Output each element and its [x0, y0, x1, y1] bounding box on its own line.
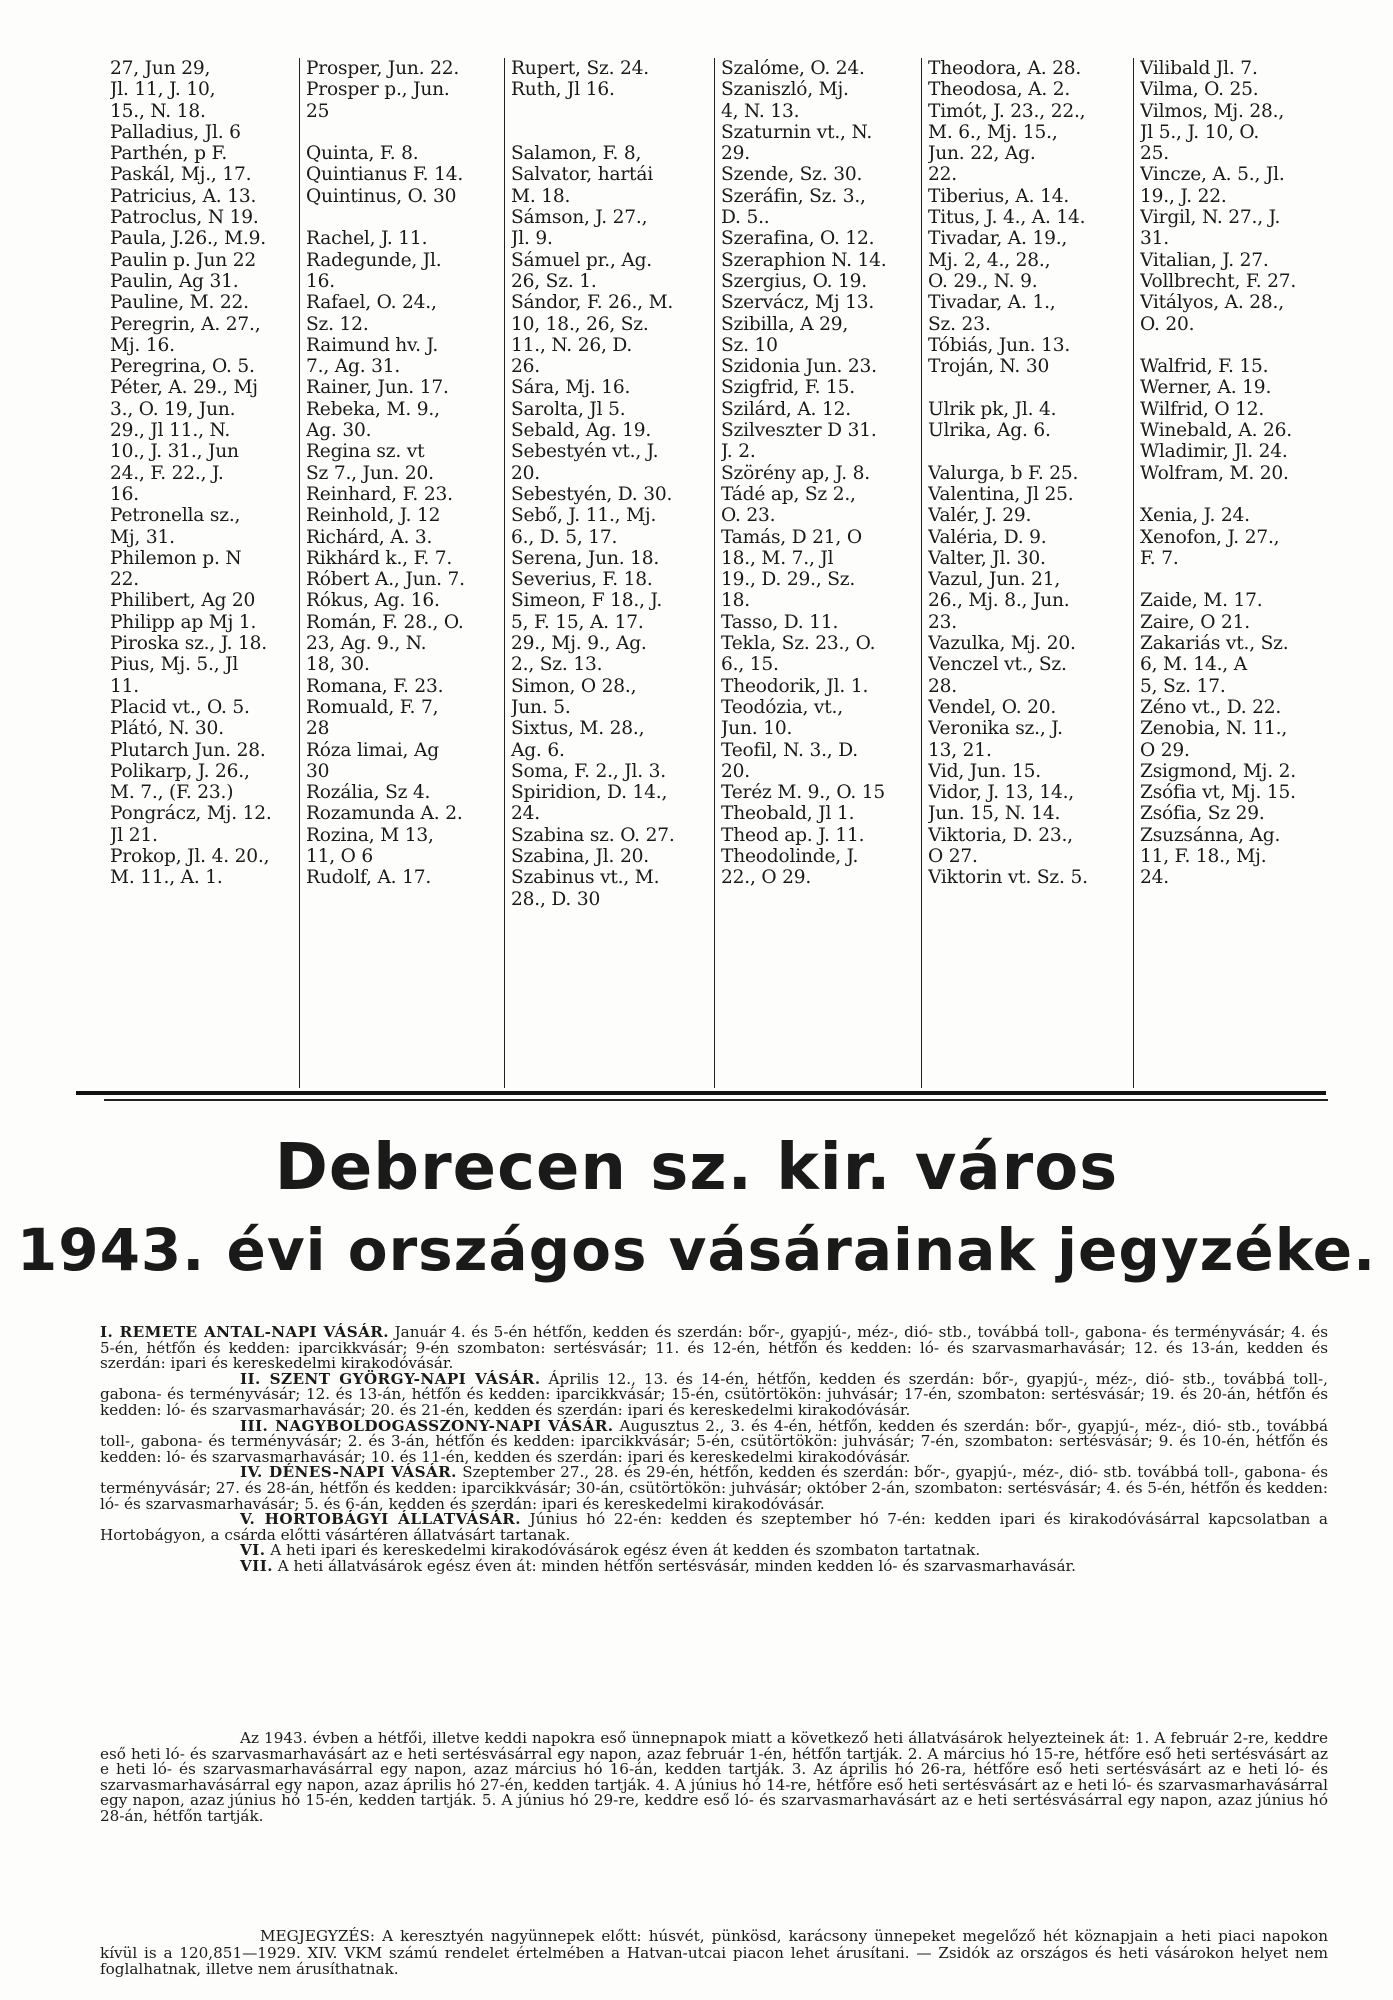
calendar-entry-line: Róbert A., Jun. 7.: [306, 569, 465, 591]
calendar-entry-line: Ag. 6.: [511, 739, 565, 761]
calendar-entry-line: Zaire, O 21.: [1140, 611, 1250, 633]
calendar-entry-line: 19., D. 29., Sz.: [721, 569, 856, 591]
calendar-entry-line: Rainer, Jun. 17.: [306, 377, 449, 399]
fair-text: Április 12., 13. és 14-én, hétfőn, kedden és szerdán: bőr-, gyapjú-, méz-, dió- stb., továbbá toll-, gabona- és terményvásár; 12. és 13-án, hétfőn és kedden: iparcikkvásár; 15-én, csütörtökön: juhvásár; 17-én, szombaton: sertésvásár; 19. és 20-án, hétfőn és kedden: ló- és szarvasmarhavásár; 20. és 21-én, kedden és szerdán: ipari és kereskedelmi kirakodóvásár.: [100, 1369, 1328, 1419]
calendar-entry-line: Timót, J. 23., 22.,: [928, 100, 1086, 122]
calendar-entry-line: Valter, Jl. 30.: [928, 547, 1046, 569]
calendar-entry-line: Paula, J.26., M.9.: [110, 228, 266, 250]
fair-text: Szeptember 27., 28. és 29-én, hétfőn, kedden és szerdán: bőr-, gyapjú-, méz-, dió- stb. továbbá toll-, gabona- és terményvásár; 27. és 28-án, hétfőn és kedden: iparcikkvásár; 30-án, csütörtökön: juhvásár; október 2-án, szombaton: sertésvásár; 4. és 5-én, hétfőn és kedden: ló- és szarvasmarhavásár; 5. és 6-án, kedden és szerdán: ipari és kereskedelmi kirakodóvásár.: [100, 1463, 1329, 1513]
calendar-entry-line: Parthén, p F.: [110, 143, 228, 165]
calendar-entry-line: Theodorik, Jl. 1.: [721, 675, 869, 697]
fair-entry: [100, 1556, 1328, 1575]
calendar-entry-line: O. 23.: [721, 505, 776, 527]
calendar-entry-line: Xenofon, J. 27.,: [1140, 526, 1280, 548]
calendar-entry-line: Tekla, Sz. 23., O.: [721, 633, 876, 655]
calendar-entry-line: Jl. 11, J. 10,: [110, 79, 216, 101]
calendar-entry-line: F. 7.: [1140, 547, 1179, 569]
calendar-entry-line: Szeráfin, Sz. 3.,: [721, 185, 866, 207]
calendar-entry-line: Zsófia vt, Mj. 15.: [1140, 782, 1296, 804]
calendar-entry-line: 5, F. 15, A. 17.: [511, 611, 644, 633]
calendar-entry-line: 28: [306, 718, 330, 740]
fair-text: Január 4. és 5-én hétfőn, kedden és szerdán: bőr-, gyapjú-, méz-, dió- stb., továbbá toll-, gabona- és terményvásár; 4. és 5-én, hétfőn és kedden: iparcikkvásár; 9-én szombaton: sertésvásár; 11. és 12-én, hétfőn és kedden: ló- és szarvasmarhavásár; 12. és 13-án, kedden és szerdán: ipari és kereskedelmi kirakodóvásár.: [100, 1323, 1328, 1373]
calendar-entry-line: 11, O 6: [306, 845, 374, 867]
calendar-entry-line: Troján, N. 30: [928, 356, 1050, 378]
calendar-entry-line: Zéno vt., D. 22.: [1140, 696, 1282, 718]
calendar-entry-line: 16.: [110, 483, 139, 505]
calendar-entry-line: Tivadar, A. 19.,: [928, 228, 1068, 250]
calendar-entry-line: Rozamunda A. 2.: [306, 803, 463, 825]
calendar-entry-line: Ag. 30.: [306, 420, 372, 442]
calendar-entry-line: Tasso, D. 11.: [721, 611, 839, 633]
calendar-entry-line: 23.: [928, 611, 957, 633]
calendar-entry-line: 18.: [721, 590, 750, 612]
calendar-entry-line: Zsigmond, Mj. 2.: [1140, 760, 1296, 782]
calendar-entry-line: Rozália, Sz 4.: [306, 782, 431, 804]
calendar-entry-line: Viktoria, D. 23.,: [928, 824, 1073, 846]
calendar-entry-line: 24.: [511, 803, 540, 825]
calendar-entry-line: Titus, J. 4., A. 14.: [928, 207, 1086, 229]
calendar-entry-line: Sz 7., Jun. 20.: [306, 462, 434, 484]
calendar-entry-line: Wladimir, Jl. 24.: [1140, 441, 1288, 463]
calendar-entry-line: Tádé ap, Sz 2.,: [721, 483, 856, 505]
remark: [100, 1928, 1328, 1978]
calendar-entry-line: Prokop, Jl. 4. 20.,: [110, 845, 270, 867]
calendar-entry-line: Valentina, Jl 25.: [928, 483, 1074, 505]
calendar-entry-line: Reinhold, J. 12: [306, 505, 441, 527]
calendar-entry-line: Severius, F. 18.: [511, 569, 653, 591]
calendar-entry-line: [1140, 335, 1326, 356]
calendar-entry-line: 24., F. 22., J.: [110, 462, 224, 484]
calendar-column-4: [714, 58, 921, 1088]
calendar-entry-line: Prosper, Jun. 22.: [306, 58, 460, 79]
calendar-entry-line: Plátó, N. 30.: [110, 718, 224, 740]
calendar-entry-line: Ulrik pk, Jl. 4.: [928, 398, 1057, 420]
calendar-entry-line: Mj. 16.: [110, 334, 175, 356]
calendar-entry-line: Szabina sz. O. 27.: [511, 824, 675, 846]
calendar-entry-line: Szaniszló, Mj.: [721, 79, 849, 101]
calendar-entry-line: [928, 377, 1125, 398]
calendar-entry-line: Szende, Sz. 30.: [721, 164, 863, 186]
calendar-entry-line: Richárd, A. 3.: [306, 526, 433, 548]
calendar-entry-line: Vincze, A. 5., Jl.: [1140, 164, 1285, 186]
fair-entry: [100, 1512, 1328, 1543]
calendar-entry-line: Placid vt., O. 5.: [110, 696, 250, 718]
calendar-entry-line: Soma, F. 2., Jl. 3.: [511, 760, 667, 782]
calendar-entry-line: Philipp ap Mj 1.: [110, 611, 257, 633]
calendar-entry-line: Prosper p., Jun.: [306, 79, 450, 101]
calendar-entry-line: Sebő, J. 11., Mj.: [511, 505, 657, 527]
calendar-entry-line: Rudolf, A. 17.: [306, 867, 432, 889]
calendar-entry-line: Pauline, M. 22.: [110, 292, 249, 314]
calendar-entry-line: Jl 5., J. 10, O.: [1140, 121, 1260, 143]
remark-text: MEGJEGYZÉS: A keresztyén nagyünnepek előtt: húsvét, pünkösd, karácsony ünnepeket megelőző hét köznapjain a heti piaci napokon kívül is a 120,851—1929. XIV. VKM számú rendelet értelmében a Hatvan-utcai piacon lehet árusítani. — Zsidók az országos és heti vásárokon helyet nem foglalhatnak, illetve nem árusíthatnak.: [100, 1927, 1328, 1978]
calendar-entry-line: J. 2.: [721, 441, 756, 463]
calendar-entry-line: Szilveszter D 31.: [721, 420, 877, 442]
calendar-entry-line: Rókus, Ag. 16.: [306, 590, 440, 612]
calendar-entry-line: Vitályos, A. 28.,: [1140, 292, 1284, 314]
calendar-entry-line: Serena, Jun. 18.: [511, 547, 660, 569]
calendar-entry-line: Viktorin vt. Sz. 5.: [928, 867, 1088, 889]
calendar-entry-line: Rebeka, M. 9.,: [306, 398, 440, 420]
calendar-entry-line: 27, Jun 29,: [110, 58, 211, 79]
calendar-entry-line: Ruth, Jl 16.: [511, 79, 615, 101]
calendar-entry-line: O 29.: [1140, 739, 1190, 761]
calendar-entry-line: Jun. 22, Ag.: [928, 143, 1036, 165]
calendar-entry-line: Sebestyén, D. 30.: [511, 483, 673, 505]
calendar-entry-line: Vazul, Jun. 21,: [928, 569, 1061, 591]
calendar-entry-line: Sz. 12.: [306, 313, 369, 335]
calendar-entry-line: 15., N. 18.: [110, 100, 206, 122]
calendar-entry-line: M. 18.: [511, 185, 571, 207]
calendar-entry-line: O 27.: [928, 845, 978, 867]
calendar-entry-line: Sarolta, Jl 5.: [511, 398, 626, 420]
calendar-entry-line: Pius, Mj. 5., Jl: [110, 654, 239, 676]
calendar-entry-line: Jun. 5.: [511, 696, 571, 718]
calendar-entry-line: 6., D. 5, 17.: [511, 526, 618, 548]
calendar-entry-line: M. 6., Mj. 15.,: [928, 121, 1058, 143]
calendar-entry-line: Rafael, O. 24.,: [306, 292, 437, 314]
calendar-entry-line: Vidor, J. 13, 14.,: [928, 782, 1075, 804]
calendar-column-2: [299, 58, 504, 1088]
calendar-entry-line: Xenia, J. 24.: [1140, 505, 1250, 527]
calendar-entry-line: Patricius, A. 13.: [110, 185, 257, 207]
calendar-entry-line: 6., 15.: [721, 654, 779, 676]
calendar-entry-line: Jun. 15, N. 14.: [928, 803, 1061, 825]
calendar-entry-line: Valurga, b F. 25.: [928, 462, 1079, 484]
calendar-entry-line: Winebald, A. 26.: [1140, 420, 1292, 442]
calendar-entry-line: 25.: [1140, 143, 1169, 165]
calendar-entry-line: O. 20.: [1140, 313, 1195, 335]
calendar-entry-line: Mj. 2, 4., 28.,: [928, 249, 1051, 271]
calendar-entry-line: Teofil, N. 3., D.: [721, 739, 858, 761]
calendar-entry-line: Mj, 31.: [110, 526, 175, 548]
calendar-column-3: [504, 58, 714, 1088]
calendar-entry-line: Rachel, J. 11.: [306, 228, 428, 250]
calendar-entry-line: 18., M. 7., Jl: [721, 547, 834, 569]
title-line-1: Debrecen sz. kir. város: [274, 1131, 1119, 1205]
calendar-entry-line: Szidonia Jun. 23.: [721, 356, 877, 378]
calendar-entry-line: Zenobia, N. 11.,: [1140, 718, 1288, 740]
calendar-entry-line: 20.: [511, 462, 540, 484]
calendar-entry-line: Salvator, hartái: [511, 164, 653, 186]
calendar-entry-line: Rupert, Sz. 24.: [511, 58, 649, 79]
calendar-entry-line: D. 5..: [721, 207, 770, 229]
calendar-entry-line: Teréz M. 9., O. 15: [721, 782, 886, 804]
calendar-entry-line: Valéria, D. 9.: [928, 526, 1047, 548]
calendar-entry-line: Polikarp, J. 26.,: [110, 760, 250, 782]
calendar-entry-line: Szibilla, A 29,: [721, 313, 849, 335]
fair-heading: III. NAGYBOLDOGASSZONY-NAPI VÁSÁR.: [240, 1416, 614, 1435]
thin-divider: [104, 1099, 1328, 1101]
calendar-column-6: [1133, 58, 1334, 1088]
calendar-entry-line: Ulrika, Ag. 6.: [928, 420, 1051, 442]
calendar-entry-line: 28.: [928, 675, 957, 697]
calendar-entry-line: Walfrid, F. 15.: [1140, 356, 1269, 378]
calendar-entry-line: Szalóme, O. 24.: [721, 58, 865, 79]
calendar-entry-line: Sámson, J. 27.,: [511, 207, 648, 229]
calendar-entry-line: Valér, J. 29.: [928, 505, 1032, 527]
calendar-entry-line: Zsófia, Sz 29.: [1140, 803, 1265, 825]
calendar-entry-line: Vilma, O. 25.: [1140, 79, 1259, 101]
calendar-entry-line: 10., J. 31., Jun: [110, 441, 239, 463]
calendar-entry-line: Petronella sz.,: [110, 505, 241, 527]
calendar-entry-line: 29., Jl 11., N.: [110, 420, 231, 442]
calendar-column-5: [921, 58, 1133, 1088]
calendar-entry-line: [1140, 569, 1326, 590]
calendar-entry-line: 26, Sz. 1.: [511, 270, 597, 292]
calendar-entry-line: Rozina, M 13,: [306, 824, 434, 846]
title-line-2: 1943. évi országos vásárainak jegyzéke.: [16, 1216, 1377, 1284]
calendar-entry-line: Veronika sz., J.: [928, 718, 1063, 740]
calendar-entry-line: Román, F. 28., O.: [306, 611, 464, 633]
calendar-entry-line: 10, 18., 26, Sz.: [511, 313, 649, 335]
calendar-entry-line: Regina sz. vt: [306, 441, 425, 463]
calendar-entry-line: 22.: [110, 569, 139, 591]
calendar-column-1: [104, 58, 299, 1088]
calendar-entry-line: 16.: [306, 270, 335, 292]
fair-heading: V. HORTOBÁGYI ÁLLATVÁSÁR.: [240, 1510, 521, 1529]
fair-heading: VI.: [240, 1541, 266, 1560]
calendar-entry-line: 4, N. 13.: [721, 100, 800, 122]
calendar-entry-line: Vitalian, J. 27.: [1140, 249, 1269, 271]
calendar-entry-line: Peregrina, O. 5.: [110, 356, 255, 378]
calendar-entry-line: Sixtus, M. 28.,: [511, 718, 645, 740]
calendar-entry-line: Romuald, F. 7,: [306, 696, 439, 718]
calendar-entry-line: 3., O. 19, Jun.: [110, 398, 236, 420]
calendar-entry-line: 23, Ag. 9., N.: [306, 633, 427, 655]
calendar-entry-line: 11.: [110, 675, 139, 697]
fair-list: [100, 1325, 1328, 1575]
calendar-entry-line: Zaide, M. 17.: [1140, 590, 1263, 612]
calendar-entry-line: 25: [306, 100, 330, 122]
fair-heading: VII.: [240, 1556, 273, 1575]
calendar-entry-line: Quinta, F. 8.: [306, 143, 419, 165]
calendar-entry-line: Sára, Mj. 16.: [511, 377, 631, 399]
calendar-entry-line: Philemon p. N: [110, 547, 242, 569]
calendar-entry-line: Rikhárd k., F. 7.: [306, 547, 453, 569]
calendar-entry-line: 30: [306, 760, 330, 782]
calendar-entry-line: Zsuzsánna, Ag.: [1140, 824, 1281, 846]
calendar-entry-line: 7., Ag. 31.: [306, 356, 401, 378]
calendar-entry-line: Sebestyén vt., J.: [511, 441, 659, 463]
calendar-entry-line: Virgil, N. 27., J.: [1140, 207, 1281, 229]
calendar-entry-line: Quintianus F. 14.: [306, 164, 464, 186]
calendar-entry-line: 19., J. 22.: [1140, 185, 1227, 207]
calendar-entry-line: Tivadar, A. 1.,: [928, 292, 1056, 314]
calendar-entry-line: Szervácz, Mj 13.: [721, 292, 875, 314]
calendar-entry-line: Patroclus, N 19.: [110, 207, 259, 229]
calendar-entry-line: M. 7., (F. 23.): [110, 782, 234, 804]
calendar-entry-line: Theod ap. J. 11.: [721, 824, 865, 846]
calendar-entry-line: Szabinus vt., M.: [511, 867, 660, 889]
calendar-entry-line: Vilmos, Mj. 28.,: [1140, 100, 1285, 122]
calendar-entry-line: Jl 21.: [110, 824, 158, 846]
calendar-entry-line: 18, 30.: [306, 654, 370, 676]
calendar-entry-line: Pongrácz, Mj. 12.: [110, 803, 272, 825]
calendar-entry-line: 24.: [1140, 867, 1169, 889]
calendar-entry-line: Sz. 23.: [928, 313, 991, 335]
calendar-entry-line: Róza limai, Ag: [306, 739, 439, 761]
calendar-entry-line: Romana, F. 23.: [306, 675, 444, 697]
calendar-entry-line: Szigfrid, F. 15.: [721, 377, 856, 399]
calendar-entry-line: Jl. 9.: [511, 228, 553, 250]
fair-text: Június hó 22-én: kedden és szeptember hó 7-én: kedden ipari és kirakodóvásárral kapcsolatban a Hortobágyon, a csárda előtti vásártéren állatvásárt tartanak.: [100, 1510, 1328, 1544]
calendar-entry-line: [928, 441, 1125, 462]
calendar-entry-line: Tiberius, A. 14.: [928, 185, 1070, 207]
calendar-entry-line: Wilfrid, O 12.: [1140, 398, 1265, 420]
calendar-entry-line: 11., N. 26, D.: [511, 334, 633, 356]
calendar-entry-line: Vid, Jun. 15.: [928, 760, 1041, 782]
calendar-entry-line: 2., Sz. 13.: [511, 654, 603, 676]
calendar-entry-line: Vazulka, Mj. 20.: [928, 633, 1076, 655]
calendar-entry-line: Szerafina, O. 12.: [721, 228, 875, 250]
calendar-entry-line: 11, F. 18., Mj.: [1140, 845, 1267, 867]
calendar-entry-line: Philibert, Ag 20: [110, 590, 256, 612]
fair-text: Augusztus 2., 3. és 4-én, hétfőn, kedden és szerdán: bőr-, gyapjú-, méz-, dió- stb., továbbá toll-, gabona- és terményvásár; 2. és 3-án, hétfőn és kedden: iparcikkvásár; 5-én, csütörtökön: juhvásár; 7-én, szombaton: sertésvásár; 9. és 10-én, hétfőn és kedden: ló- és szarvasmarhavásár; 10. és 11-én, kedden és szerdán: ipari és kereskedelmi kirakodóvásár.: [100, 1416, 1329, 1466]
holiday-note: [100, 1731, 1328, 1825]
calendar-entry-line: 26., Mj. 8., Jun.: [928, 590, 1070, 612]
calendar-entry-line: Simeon, F 18., J.: [511, 590, 663, 612]
calendar-entry-line: Spiridion, D. 14.,: [511, 782, 668, 804]
fair-entry: [100, 1465, 1328, 1512]
calendar-entry-line: Venczel vt., Sz.: [928, 654, 1067, 676]
calendar-entry-line: Werner, A. 19.: [1140, 377, 1272, 399]
calendar-entry-line: Theodolinde, J.: [721, 845, 859, 867]
calendar-entry-line: Sándor, F. 26., M.: [511, 292, 674, 314]
calendar-entry-line: [511, 122, 706, 143]
calendar-entry-line: Piroska sz., J. 18.: [110, 633, 268, 655]
calendar-entry-line: Tamás, D 21, O: [721, 526, 862, 548]
calendar-entry-line: Reinhard, F. 23.: [306, 483, 453, 505]
calendar-entry-line: 5, Sz. 17.: [1140, 675, 1226, 697]
fair-heading: I. REMETE ANTAL-NAPI VÁSÁR.: [100, 1323, 389, 1341]
calendar-entry-line: Peregrin, A. 27.,: [110, 313, 261, 335]
calendar-entry-line: Paulin, Ag 31.: [110, 270, 239, 292]
calendar-entry-line: Wolfram, M. 20.: [1140, 462, 1289, 484]
holiday-note-text: Az 1943. évben a hétfői, illetve keddi napokra eső ünnepnapok miatt a következő heti állatvásárok helyezteinek át: 1. A február 2-re, keddre eső heti ló- és szarvasmarhavásárt az e heti sertésvásárral egy napon, azaz február 1-én, hétfőn tartják. 2. A március hó 15-re, hétfőre eső heti sertésvásárt az e heti ló- és szarvasmarhavásárral egy napon, azaz március hó 16-án, kedden tartják. 3. Az április hó 26-ra, hétfőre eső heti sertésvásárt az e heti ló- és szarvasmarhavásárral egy napon, azaz április hó 27-én, kedden tartják. 4. A június hó 14-re, hétfőre eső heti sertésvásárt az e heti ló- és szarvasmarhavásárral egy napon, azaz június hó 15-én, kedden tartják. 5. A június hó 29-re, keddre eső ló- és szarvasmarhavásárt az e heti sertésvásárral egy napon, azaz június hó 28-án, hétfőn tartják.: [100, 1729, 1328, 1825]
calendar-entry-line: Quintinus, O. 30: [306, 185, 457, 207]
calendar-entry-line: Szeraphion N. 14.: [721, 249, 887, 271]
calendar-entry-line: Vollbrecht, F. 27.: [1140, 270, 1297, 292]
calendar-entry-line: Palladius, Jl. 6: [110, 121, 241, 143]
calendar-entry-line: Radegunde, Jl.: [306, 249, 442, 271]
calendar-entry-line: 20.: [721, 760, 750, 782]
calendar-entry-line: 29.: [721, 143, 750, 165]
fair-text: A heti állatvásárok egész éven át: minden hétfőn sertésvásár, minden kedden ló- és szarvasmarhavásár.: [272, 1556, 1076, 1575]
calendar-entry-line: Szörény ap, J. 8.: [721, 462, 870, 484]
fair-entry: [100, 1416, 1329, 1466]
calendar-entry-line: 28., D. 30: [511, 888, 601, 910]
calendar-entry-line: Teodózia, vt.,: [721, 696, 843, 718]
calendar-entry-line: Plutarch Jun. 28.: [110, 739, 266, 761]
calendar-entry-line: Simon, O 28.,: [511, 675, 637, 697]
calendar-entry-line: 29., Mj. 9., Ag.: [511, 633, 647, 655]
calendar-entry-line: Szabina, Jl. 20.: [511, 845, 649, 867]
fair-entry: [100, 1369, 1328, 1419]
calendar-entry-line: Szilárd, A. 12.: [721, 398, 851, 420]
calendar-entry-line: Tóbiás, Jun. 13.: [928, 334, 1071, 356]
fair-text: A heti ipari és kereskedelmi kirakodóvásárok egész éven át kedden és szombaton tartatnak.: [265, 1541, 981, 1560]
calendar-entry-line: Paulin p. Jun 22: [110, 249, 257, 271]
calendar-entry-line: Sebald, Ag. 19.: [511, 420, 652, 442]
calendar-entry-line: 22., O 29.: [721, 867, 812, 889]
calendar-entry-line: [306, 122, 496, 143]
calendar-entry-line: Szergius, O. 19.: [721, 270, 867, 292]
calendar-entry-line: Sámuel pr., Ag.: [511, 249, 653, 271]
thick-divider: [76, 1091, 1326, 1095]
calendar-entry-line: [1140, 484, 1326, 505]
calendar-entry-line: 26.: [511, 356, 540, 378]
calendar-entry-line: Sz. 10: [721, 334, 778, 356]
calendar-entry-line: Theodosa, A. 2.: [928, 79, 1071, 101]
calendar-entry-line: [511, 101, 706, 122]
name-day-calendar: [104, 58, 1334, 1088]
calendar-entry-line: 22.: [928, 164, 957, 186]
calendar-entry-line: Vendel, O. 20.: [928, 696, 1057, 718]
calendar-entry-line: Salamon, F. 8,: [511, 143, 642, 165]
calendar-entry-line: Theodora, A. 28.: [928, 58, 1082, 79]
calendar-entry-line: Jun. 10.: [721, 718, 793, 740]
fair-heading: IV. DÉNES-NAPI VÁSÁR.: [240, 1463, 457, 1482]
calendar-entry-line: Vilibald Jl. 7.: [1140, 58, 1258, 79]
fair-heading: II. SZENT GYÖRGY-NAPI VÁSÁR.: [240, 1369, 541, 1388]
calendar-entry-line: M. 11., A. 1.: [110, 867, 223, 889]
calendar-entry-line: 13, 21.: [928, 739, 992, 761]
calendar-entry-line: Szaturnin vt., N.: [721, 121, 873, 143]
calendar-entry-line: Raimund hv. J.: [306, 334, 439, 356]
calendar-entry-line: [306, 207, 496, 228]
calendar-entry-line: Paskál, Mj., 17.: [110, 164, 252, 186]
calendar-entry-line: O. 29., N. 9.: [928, 270, 1038, 292]
calendar-entry-line: Zakariás vt., Sz.: [1140, 633, 1289, 655]
calendar-entry-line: Theobald, Jl 1.: [721, 803, 855, 825]
fair-entry: [100, 1325, 1328, 1372]
calendar-entry-line: Péter, A. 29., Mj: [110, 377, 258, 399]
calendar-entry-line: 6, M. 14., A: [1140, 654, 1247, 676]
calendar-entry-line: 31.: [1140, 228, 1169, 250]
